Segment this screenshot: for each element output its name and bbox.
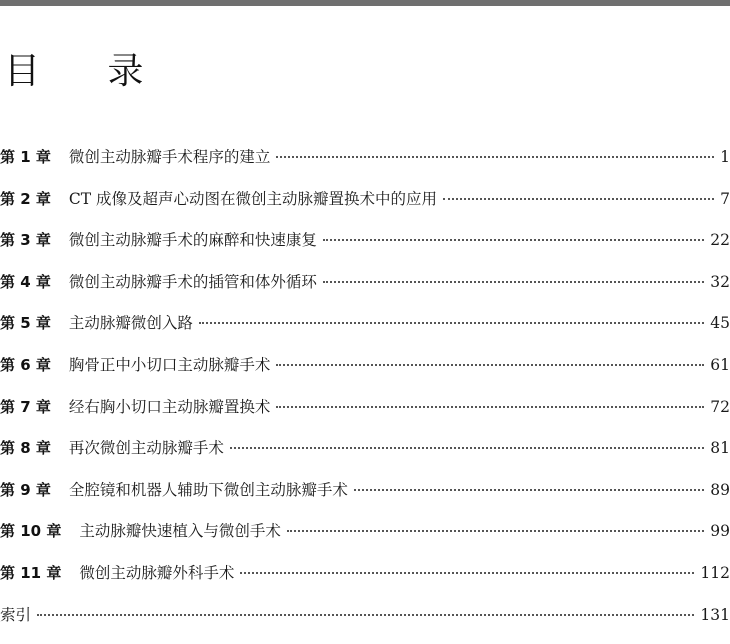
page-number: 32 — [710, 272, 730, 291]
chapter-title: 微创主动脉瓣手术程序的建立 — [68, 148, 271, 166]
dot-leader — [276, 156, 714, 158]
toc-row-ch9[interactable] — [0, 478, 730, 520]
chapter-label: 第 6 章 — [0, 355, 51, 374]
chapter-label: 第 8 章 — [0, 439, 51, 458]
chapter-label: 第 4 章 — [0, 272, 51, 291]
page-number: 131 — [700, 605, 730, 624]
page-number: 112 — [700, 563, 730, 582]
chapter-label: 第 10 章 — [0, 522, 62, 541]
toc-row-ch8[interactable] — [0, 436, 730, 478]
chapter-label: 第 2 章 — [0, 189, 51, 208]
page-title: 目 录 — [4, 51, 172, 92]
dot-leader — [199, 322, 704, 324]
table-of-contents — [0, 145, 730, 644]
page-number: 45 — [710, 314, 730, 333]
page-number: 72 — [710, 397, 730, 416]
chapter-title: 主动脉瓣微创入路 — [68, 314, 193, 333]
dot-leader — [276, 406, 704, 408]
toc-row-ch1[interactable] — [0, 145, 730, 187]
chapter-title: 微创主动脉瓣手术的麻醉和快速康复 — [68, 231, 317, 250]
dot-leader — [323, 239, 704, 241]
page-number: 7 — [720, 189, 730, 208]
chapter-label: 第 7 章 — [0, 397, 51, 416]
page-number: 89 — [710, 480, 730, 499]
chapter-title: 经右胸小切口主动脉瓣置换术 — [68, 397, 271, 416]
toc-row-ch11[interactable] — [0, 561, 730, 603]
dot-leader — [276, 364, 704, 366]
chapter-label: 第 3 章 — [0, 231, 51, 250]
dot-leader — [323, 281, 704, 283]
dot-leader — [240, 572, 694, 574]
dot-leader — [230, 447, 704, 449]
page-number: 61 — [710, 355, 730, 374]
dot-leader — [37, 614, 694, 616]
chapter-title: 全腔镜和机器人辅助下微创主动脉瓣手术 — [68, 480, 348, 499]
top-rule — [0, 0, 730, 6]
page-number: 22 — [710, 231, 730, 250]
chapter-title: 主动脉瓣快速植入与微创手术 — [79, 522, 281, 541]
dot-leader — [443, 198, 714, 200]
toc-row-index[interactable] — [0, 603, 730, 644]
chapter-label: 第 9 章 — [0, 480, 51, 499]
chapter-title: 再次微创主动脉瓣手术 — [68, 439, 224, 458]
index-label: 索引 — [0, 605, 32, 624]
chapter-label: 第 5 章 — [0, 314, 51, 333]
chapter-label: 第 11 章 — [0, 563, 62, 582]
page-number: 81 — [710, 439, 730, 458]
chapter-title: 微创主动脉瓣手术的插管和体外循环 — [68, 272, 317, 291]
toc-row-ch6[interactable] — [0, 353, 730, 395]
chapter-title: 微创主动脉瓣外科手术 — [79, 563, 235, 582]
chapter-title: 胸骨正中小切口主动脉瓣手术 — [68, 355, 271, 374]
chapter-title: CT 成像及超声心动图在微创主动脉瓣置换术中的应用 — [68, 189, 438, 208]
toc-row-ch10[interactable] — [0, 519, 730, 561]
dot-leader — [287, 530, 704, 532]
toc-row-ch3[interactable] — [0, 228, 730, 270]
toc-row-ch4[interactable] — [0, 270, 730, 312]
dot-leader — [354, 489, 704, 491]
chapter-label: 第 1 章 — [0, 148, 51, 166]
page-number: 99 — [710, 522, 730, 541]
page-number: 1 — [720, 148, 730, 166]
toc-row-ch2[interactable] — [0, 187, 730, 229]
toc-row-ch7[interactable] — [0, 395, 730, 437]
toc-row-ch5[interactable] — [0, 311, 730, 353]
